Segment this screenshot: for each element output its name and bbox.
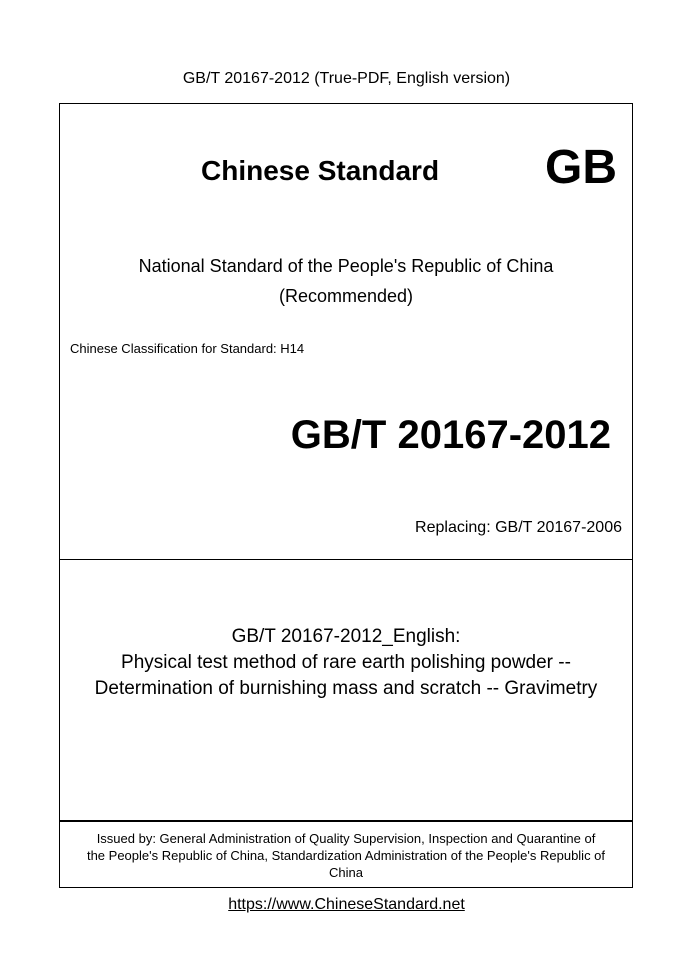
footer	[0, 896, 693, 914]
title-line: Physical test method of rare earth polishing powder --	[121, 652, 571, 673]
document-title	[60, 624, 632, 702]
page-header: GB/T 20167-2012 (True-PDF, English version)	[182, 70, 511, 87]
brand-code: GB	[545, 141, 617, 194]
national-standard-line: National Standard of the People's Republic of China	[138, 256, 554, 276]
title-line: Determination of burnishing mass and scratch -- Gravimetry	[94, 678, 598, 699]
cover-title-section	[60, 560, 632, 820]
issuer-section	[60, 820, 632, 889]
replacing-label: Replacing: GB/T 20167-2006	[415, 519, 622, 536]
cover-frame	[59, 103, 633, 888]
cover-top-section	[60, 104, 632, 560]
recommended-label: (Recommended)	[278, 286, 414, 306]
issuer-line: Issued by: General Administration of Quality Supervision, Inspection and Quarantine of	[96, 831, 596, 846]
title-line: GB/T 20167-2012_English:	[231, 626, 461, 647]
website-link[interactable]: https://www.ChineseStandard.net	[228, 896, 465, 913]
classification-label: Chinese Classification for Standard: H14	[70, 341, 305, 356]
national-standard-heading	[60, 251, 632, 311]
standard-number: GB/T 20167-2012	[290, 413, 611, 457]
issuer-line: China	[329, 865, 363, 880]
brand-title: Chinese Standard	[201, 155, 440, 186]
issuer-line: the People's Republic of China, Standardization Administration of the People's Republic of	[86, 848, 606, 863]
issuer-text	[60, 830, 632, 881]
